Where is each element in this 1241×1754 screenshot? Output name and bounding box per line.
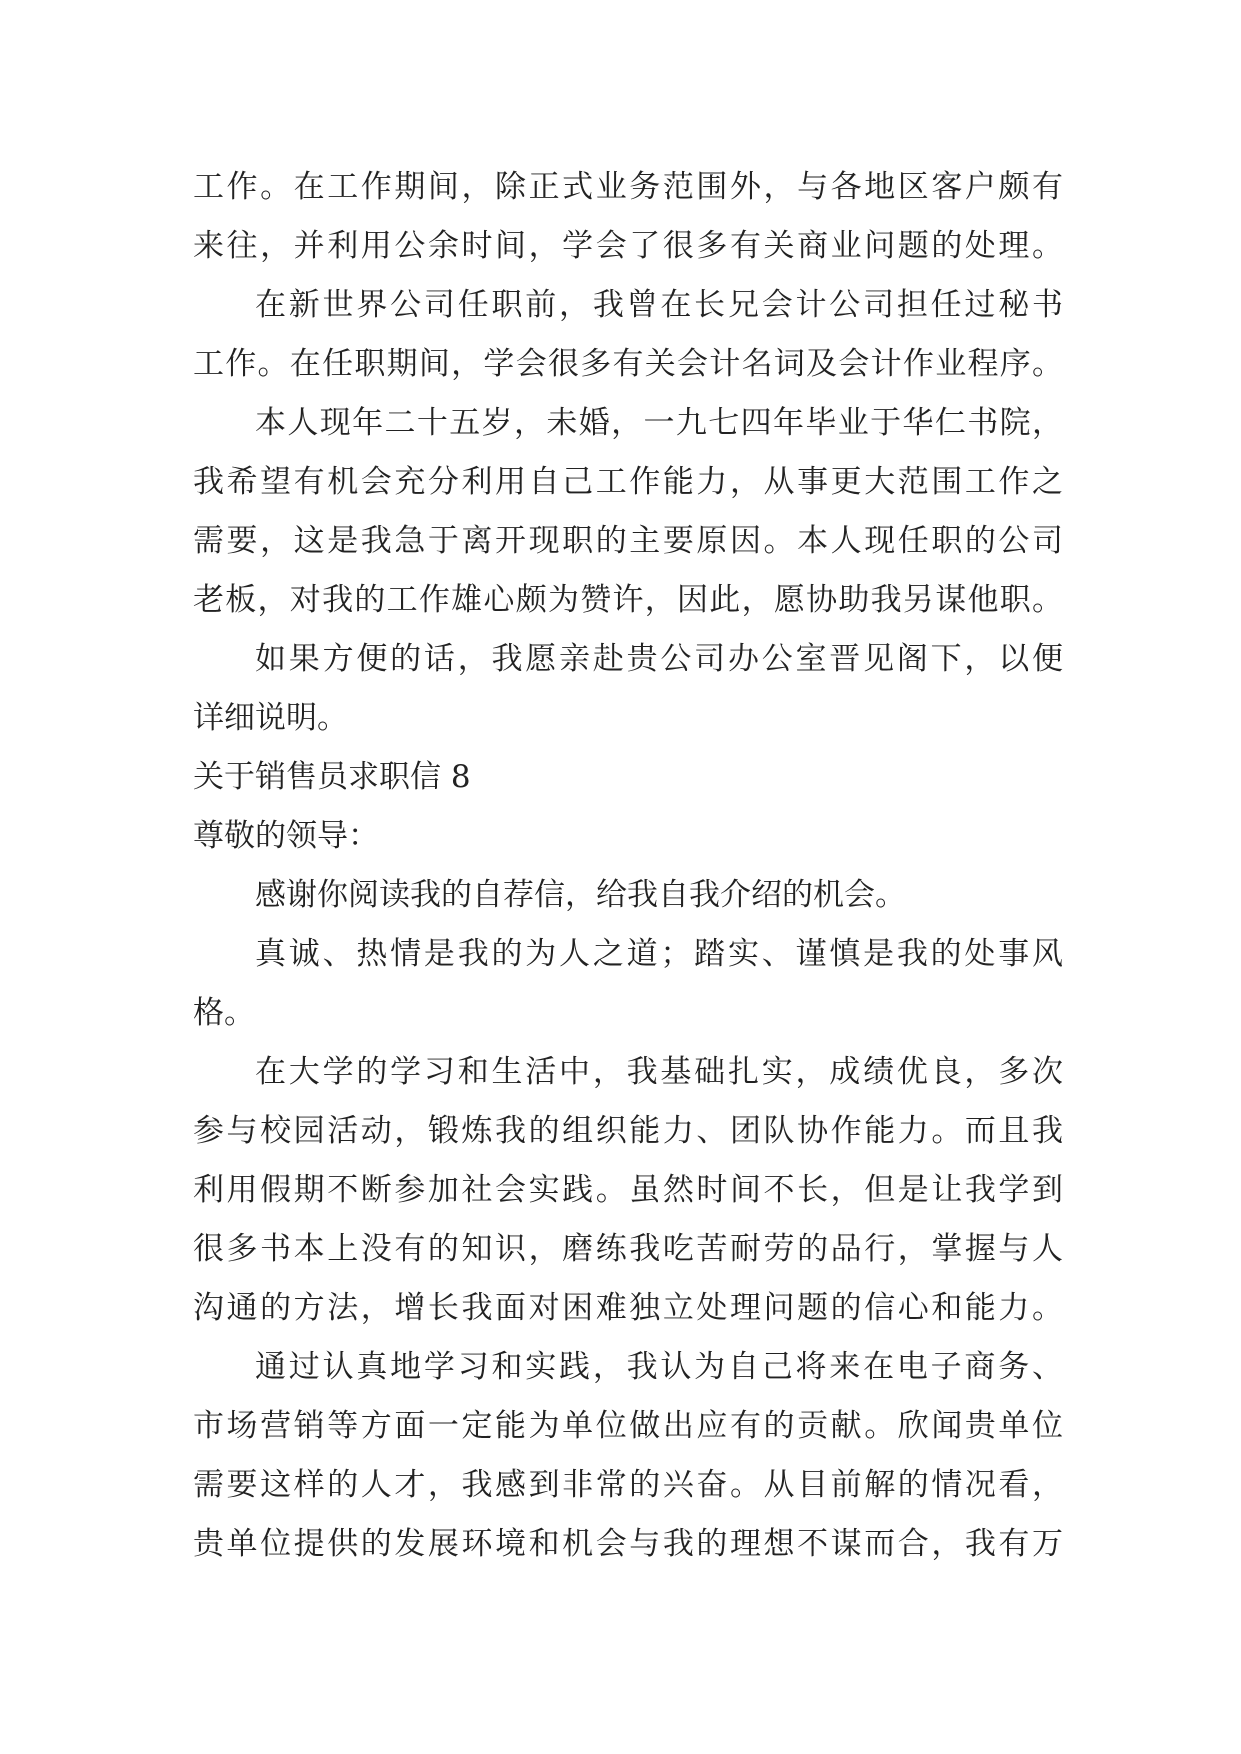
- paragraph-line: 市场营销等方面一定能为单位做出应有的贡献。欣闻贵单位: [193, 1408, 1063, 1444]
- paragraph-line: 在大学的学习和生活中，我基础扎实，成绩优良，多次: [255, 1054, 1063, 1090]
- paragraph-line: 沟通的方法，增长我面对困难独立处理问题的信心和能力。: [193, 1290, 1063, 1326]
- paragraph-line: 参与校园活动，锻炼我的组织能力、团队协作能力。而且我: [193, 1113, 1063, 1149]
- paragraph-line: 老板，对我的工作雄心颇为赞许，因此，愿协助我另谋他职。: [193, 582, 1063, 618]
- paragraph-line: 工作。在工作期间，除正式业务范围外，与各地区客户颇有: [193, 169, 1063, 205]
- paragraph-line: 很多书本上没有的知识，磨练我吃苦耐劳的品行，掌握与人: [193, 1231, 1063, 1267]
- paragraph-line: 通过认真地学习和实践，我认为自己将来在电子商务、: [255, 1349, 1063, 1385]
- salutation: 尊敬的领导：: [193, 818, 379, 854]
- paragraph-line: 真诚、热情是我的为人之道；踏实、谨慎是我的处事风: [255, 936, 1063, 972]
- paragraph-line: 工作。在任职期间，学会很多有关会计名词及会计作业程序。: [193, 346, 1063, 382]
- paragraph-line: 格。: [193, 995, 255, 1031]
- paragraph-line: 感谢你阅读我的自荐信，给我自我介绍的机会。: [255, 877, 906, 913]
- paragraph-line: 本人现年二十五岁，未婚，一九七四年毕业于华仁书院，: [255, 405, 1063, 441]
- paragraph-line: 需要这样的人才，我感到非常的兴奋。从目前解的情况看，: [193, 1467, 1063, 1503]
- paragraph-line: 需要，这是我急于离开现职的主要原因。本人现任职的公司: [193, 523, 1063, 559]
- document-body: [193, 158, 1063, 1574]
- paragraph-line: 详细说明。: [193, 700, 348, 736]
- paragraph-line: 我希望有机会充分利用自己工作能力，从事更大范围工作之: [193, 464, 1063, 500]
- paragraph-line: 利用假期不断参加社会实践。虽然时间不长，但是让我学到: [193, 1172, 1063, 1208]
- section-title: 关于销售员求职信 8: [193, 759, 471, 795]
- paragraph-line: 贵单位提供的发展环境和机会与我的理想不谋而合，我有万: [193, 1526, 1063, 1562]
- paragraph-line: 来往，并利用公余时间，学会了很多有关商业问题的处理。: [193, 228, 1063, 264]
- paragraph-line: 在新世界公司任职前，我曾在长兄会计公司担任过秘书: [255, 287, 1063, 323]
- paragraph-line: 如果方便的话，我愿亲赴贵公司办公室晋见阁下，以便: [255, 641, 1063, 677]
